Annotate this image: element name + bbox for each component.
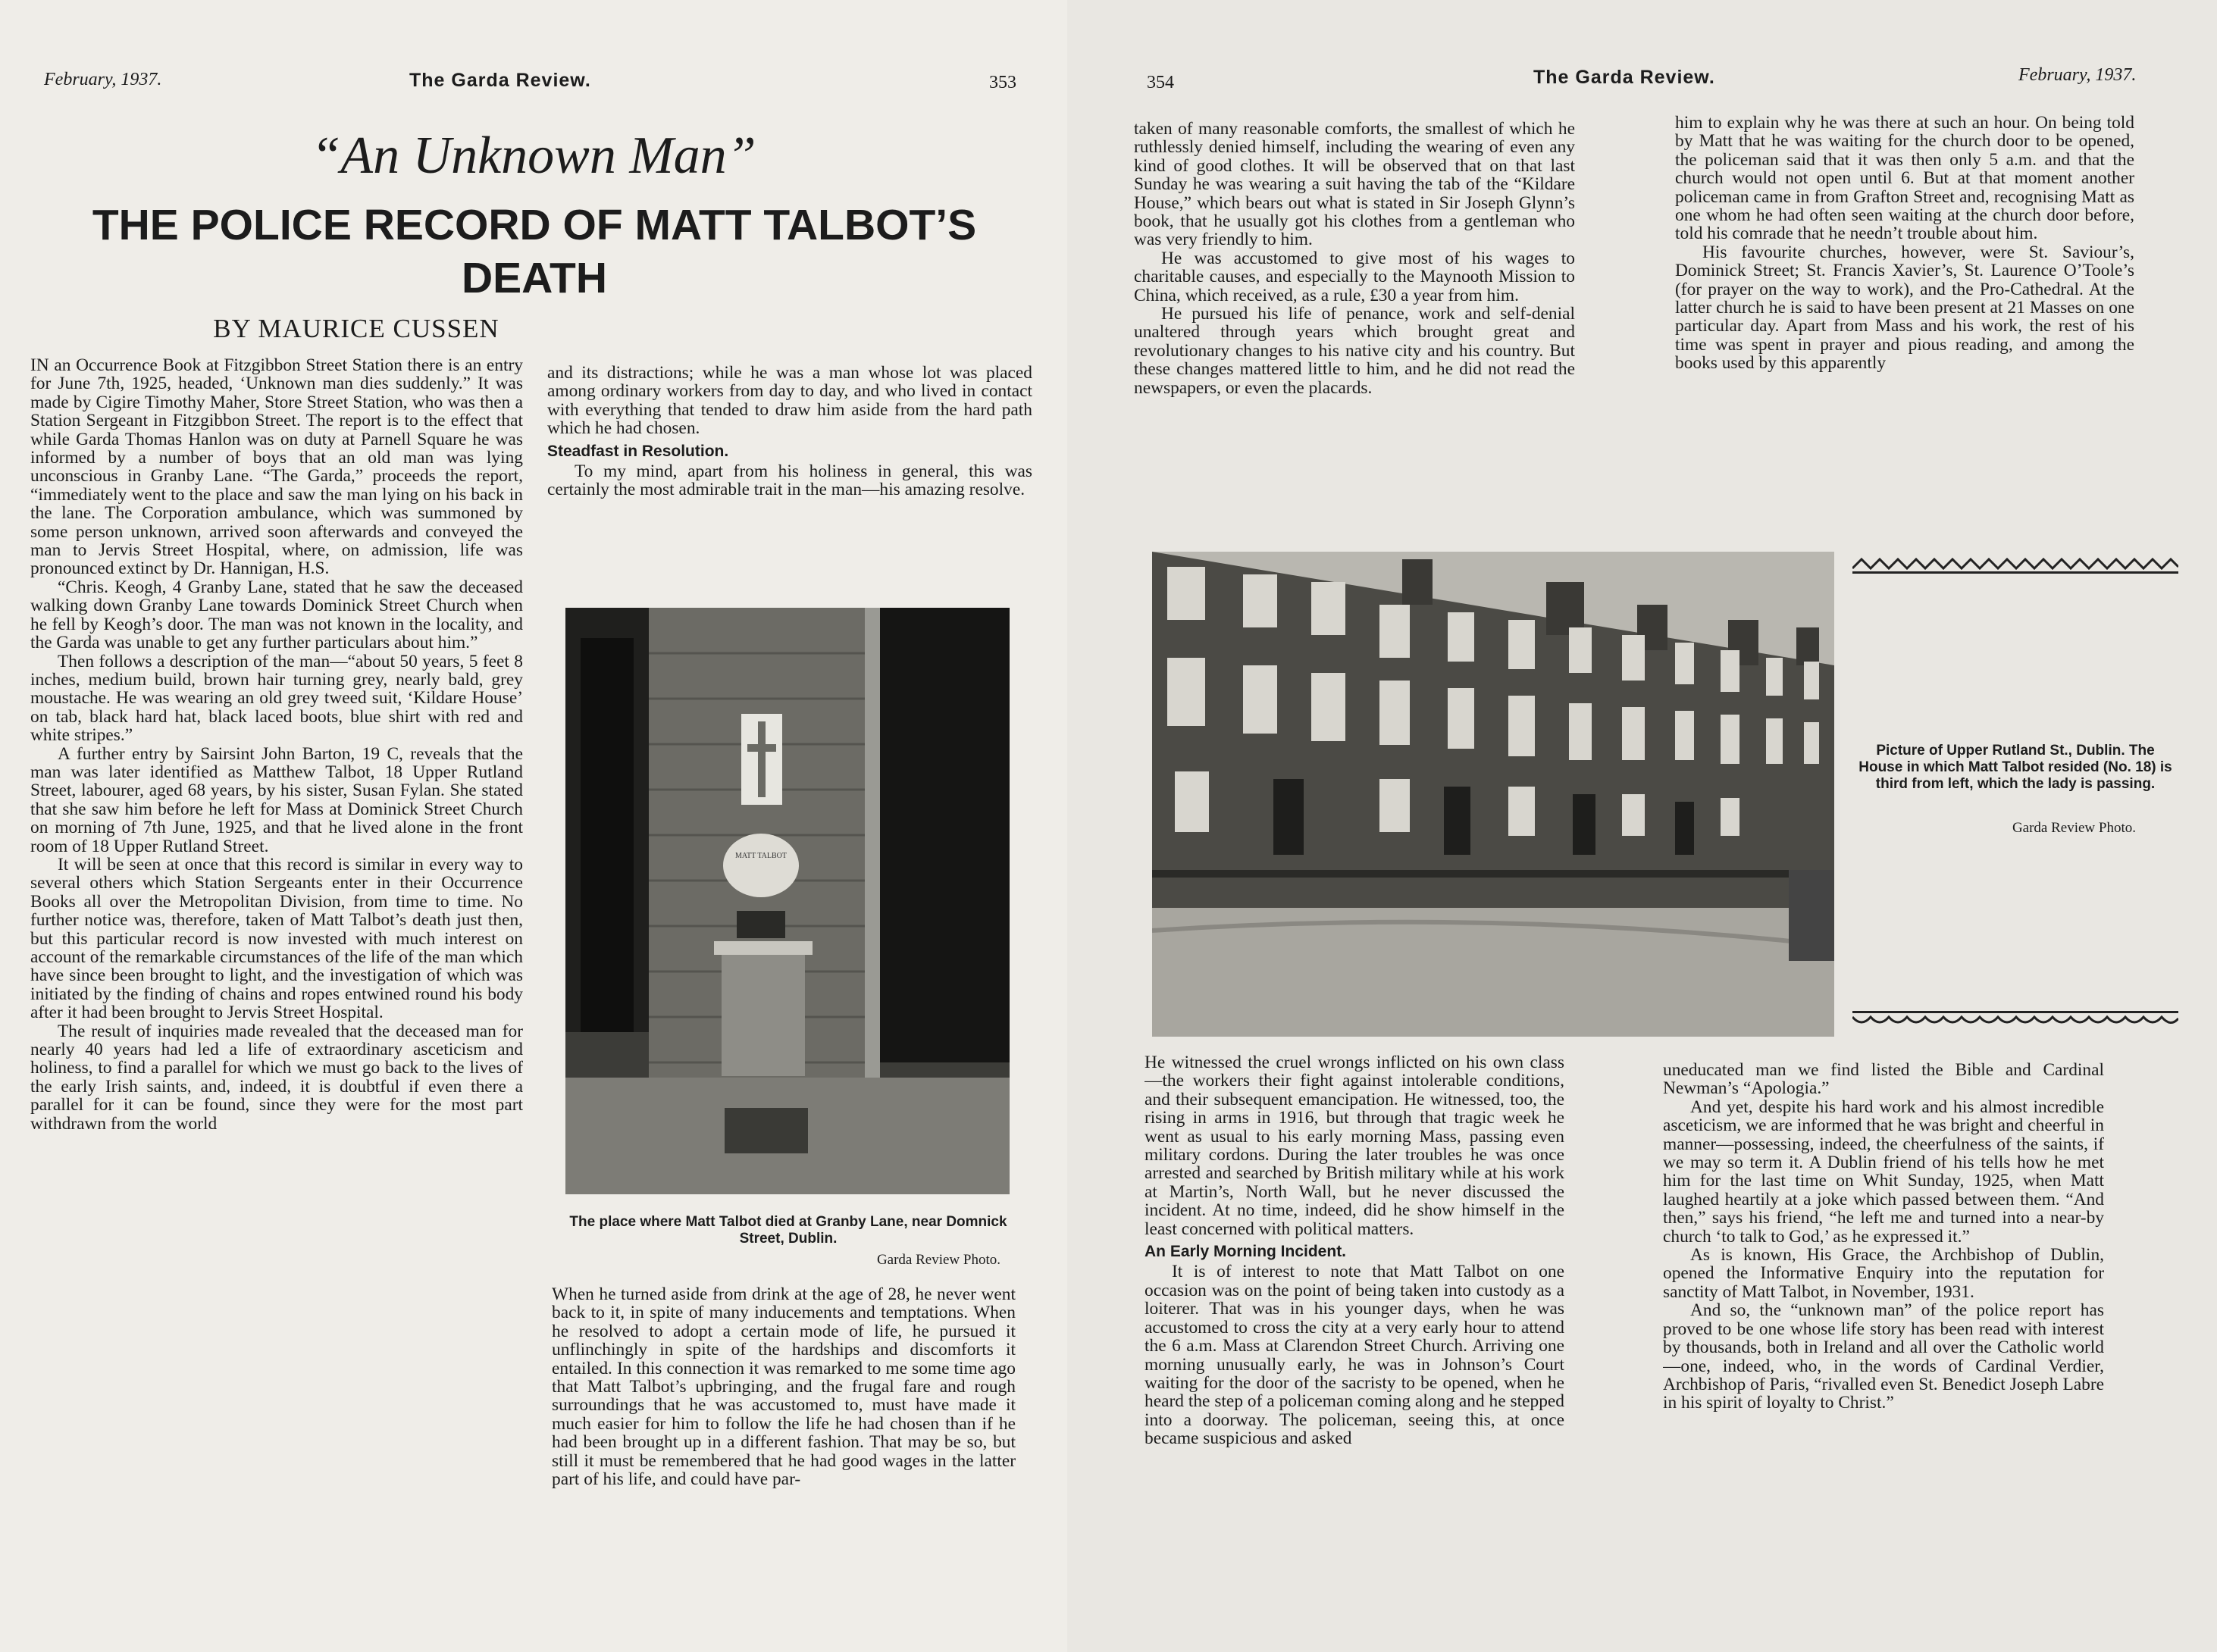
article-title: THE POLICE RECORD OF MATT TALBOT’S DEATH <box>92 201 977 302</box>
paragraph: As is known, His Grace, the Archbishop of Dublin, opened the Informative Enquiry into the reputation for sanctity of Matt Talbot, in November, 1931. <box>1663 1245 2104 1302</box>
paragraph: And yet, despite his hard work and his almost incredible asceticism, we are informed that he was bright and cheerful in manner—possessing, indeed, the cheerfulness of the saints, if we may so term it. A Dublin friend of his tells how he met him for the last time on Whit Sunday, 1925, when Matt laughed heartily at a joke which passed between them. “And then,” says his friend, “he left me and turned into a near-by church ‘to talk to God,’ as he expressed it.” <box>1663 1097 2104 1247</box>
right-column-1-bottom <box>1145 1053 1564 1584</box>
paragraph: IN an Occurrence Book at Fitzgibbon Street Station there is an entry for June 7th, 1925, headed, ‘Unknown man dies suddenly.” It was made by Cigire Timothy Maher, Store Street Station, who was then a Station Sergeant in Fitzgibbon Street. The report is to the effect that while Garda Thomas Hanlon was on duty at Parnell Square he was informed by a number of boys that an old man was lying unconscious in Granby Lane. “The Garda,” proceeds the report, “immediately went to the place and saw the man lying on his back in the lane. The Corporation ambulance, which was summoned by some person unknown, arrived soon afterwards and conveyed the man to Jervis Street Hospital, where, on admission, life was pronounced extinct by Dr. Hannigan, H.S. <box>30 356 523 579</box>
paragraph: Then follows a description of the man—“about 50 years, 5 feet 8 inches, medium build, brown hair turning grey, nearly bald, grey moustache. He was wearing an old grey tweed suit, ‘Kildare House’ on tab, black hard hat, black laced boots, blue shirt with red and white stripes.” <box>30 651 523 746</box>
left-column-1 <box>30 356 523 1644</box>
rutland-photo-caption: Picture of Upper Rutland St., Dublin. The House in which Matt Talbot resided (No. 18) is third from left, which the lady is passing. <box>1858 743 2172 792</box>
right-column-2-top <box>1675 114 2134 373</box>
paragraph: When he turned aside from drink at the age of 28, he never went back to it, in spite of many inducements and temptations. When he resolved to adopt a certain mode of life, he pursued it unflinchingly in spite of the hardships and discomforts it entailed. In this connection it was remarked to me some time ago that Matt Talbot’s upbringing, and the frugal fare and rough surroundings that he was accustomed to, must have made it much easier for him to follow the life he had chosen than if he had been brought up in a different fashion. That may be so, but still it must be remembered that he had good wages in the latter part of his life, and could have par- <box>552 1285 1016 1490</box>
paragraph: The result of inquiries made revealed that the deceased man for nearly 40 years had led a life of extraordinary asceticism and holiness, to find a parallel for which we must go back to the lives of the early Irish saints, and, indeed, it is doubtful if even there a parallel for it can be found, since they were for the most part withdrawn from the world <box>30 1021 523 1134</box>
subheading-steadfast: Steadfast in Resolution. <box>547 442 729 460</box>
granby-photo-caption: The place where Matt Talbot died at Granby Lane, near Domnick Street, Dublin. <box>569 1214 1007 1247</box>
paragraph: He was accustomed to give most of his wages to charitable causes, and especially to the Maynooth Mission to China, which received, as a rule, £30 a year from him. <box>1134 248 1575 305</box>
paragraph: “Chris. Keogh, 4 Granby Lane, stated that he saw the deceased walking down Granby Lane towards Dominick Street Church when he fell by Keogh’s door. The man was not known in the locality, and the Garda was unable to get any further particulars about him.” <box>30 577 523 653</box>
paragraph: And so, the “unknown man” of the police report has proved to be one whose life story has been read with interest by thousands, both in Ireland and all over the Catholic world—one, indeed, who, in the words of Cardinal Verdier, Archbishop of Paris, “rivalled even St. Benedict Joseph Labre in his spirit of loyalty to Christ.” <box>1663 1300 2104 1413</box>
bottom-ornament-border <box>1852 1009 2178 1029</box>
paragraph: To my mind, apart from his holiness in general, this was certainly the most admirable trait in the man—his amazing resolve. <box>547 461 1032 500</box>
paragraph: taken of many reasonable comforts, the smallest of which he ruthlessly denied himself, including the wearing of even any kind of good clothes. It will be observed that on that last Sunday he was wearing a suit having the tab of the “Kildare House,” which bears out what is stated in Sir Joseph Glynn’s book, that he usually got his clothes from a gentleman who was very friendly to him. <box>1134 119 1575 250</box>
right-header-date: February, 1937. <box>2018 65 2137 85</box>
left-header-journal: The Garda Review. <box>409 70 591 91</box>
right-page <box>1067 0 2217 1652</box>
left-page-number: 353 <box>989 73 1016 92</box>
article-byline: BY MAURICE CUSSEN <box>213 314 499 343</box>
paragraph: and its distractions; while he was a man whose lot was placed among ordinary workers from day to day, and who lived in contact with everything that tended to draw him aside from the hard path which he had chosen. <box>547 363 1032 439</box>
right-page-number: 354 <box>1147 73 1174 92</box>
top-ornament-border <box>1852 556 2178 576</box>
article-kicker: “An Unknown Man” <box>311 127 756 185</box>
left-header-date: February, 1937. <box>44 70 162 89</box>
paragraph: He witnessed the cruel wrongs inflicted on his own class—the workers their fight against intolerable conditions, and their subsequent emancipation. He witnessed, too, the rising in arms in 1916, but through that tragic week he went as usual to his early morning Mass, passing even military cordons. During the later troubles he was once arrested and searched by British military while at his work at Martin’s, North Wall, but he never discussed the incident. At no time, indeed, did he show himself in the least concerned with political matters. <box>1145 1053 1564 1239</box>
granby-photo-credit: Garda Review Photo. <box>876 1252 1000 1268</box>
paragraph: It is of interest to note that Matt Talbot on one occasion was on the point of being taken into custody as a loiterer. That was in his younger days, when he was accustomed to cross the city at a very early hour to attend the 6 a.m. Mass at Clarendon Street Church. Arriving one morning unusually early, he was in Johnson’s Court waiting for the door of the sacristy to be opened, when he heard the step of a policeman coming along and he stepped into a doorway. The policeman, seeing this, at once became suspicious and asked <box>1145 1262 1564 1449</box>
paragraph: him to explain why he was there at such an hour. On being told by Matt that he was waiting for the church door to be opened, the policeman said that it was then only 5 a.m. and that the church would not open until 6. But at that moment another policeman came in from Grafton Street and, recognising Matt as one whom he had often seen waiting at the church door before, told his comrade that he needn’t trouble about him. <box>1675 113 2134 244</box>
right-column-2-bottom <box>1663 1061 2104 1591</box>
right-header-journal: The Garda Review. <box>1533 67 1715 88</box>
paragraph: uneducated man we find listed the Bible and Cardinal Newman’s “Apologia.” <box>1663 1061 2104 1099</box>
paragraph: He pursued his life of penance, work and self-denial unaltered through years which brought great and revolutionary changes to his native city and his country. But these changes mattered little to him, and he did not read the newspapers, or even the placards. <box>1134 304 1575 398</box>
paragraph: His favourite churches, however, were St. Saviour’s, Dominick Street; St. Francis Xavier’s, St. Laurence O’Toole’s (for prayer on the way to work), and the Pro-Cathedral. At the latter church he is said to have been present at 21 Masses on one particular day. Apart from Mass and his work, the rest of his time was spent in prayer and pious reading, and among the books used by this apparently <box>1675 242 2134 374</box>
rutland-photo-credit: Garda Review Photo. <box>2012 820 2136 836</box>
paragraph: A further entry by Sairsint John Barton, 19 C, reveals that the man was later identified as Matthew Talbot, 18 Upper Rutland Street, labourer, aged 68 years, by his sister, Susan Fylan. She stated that she saw him before he left for Mass at Dominick Street Church on morning of 7th June, 1925, and that he lived alone in the front room of 18 Upper Rutland Street. <box>30 743 523 856</box>
granby-lane-photo <box>565 608 1010 1194</box>
plaque-text: MATT TALBOT <box>735 852 787 860</box>
rutland-street-photo <box>1152 552 1834 1037</box>
left-column-2-top <box>547 364 1032 499</box>
left-column-2-bottom <box>552 1285 1016 1634</box>
right-column-1-top <box>1134 120 1575 397</box>
subheading-early-morning: An Early Morning Incident. <box>1145 1243 1347 1261</box>
paragraph: It will be seen at once that this record is similar in every way to several others which Station Sergeants enter in their Occurrence Books all over the Metropolitan Division, from time to time. No further notice was, therefore, taken of Matt Talbot’s death just then, but this particular record is now invested with much interest on account of the remarkable circumstances of the life of the man which have since been brought to light, and the investigation of which was initiated by the finding of chains and ropes entwined round his body after it had been brought to Jervis Street Hospital. <box>30 854 523 1023</box>
left-page <box>0 0 1067 1652</box>
